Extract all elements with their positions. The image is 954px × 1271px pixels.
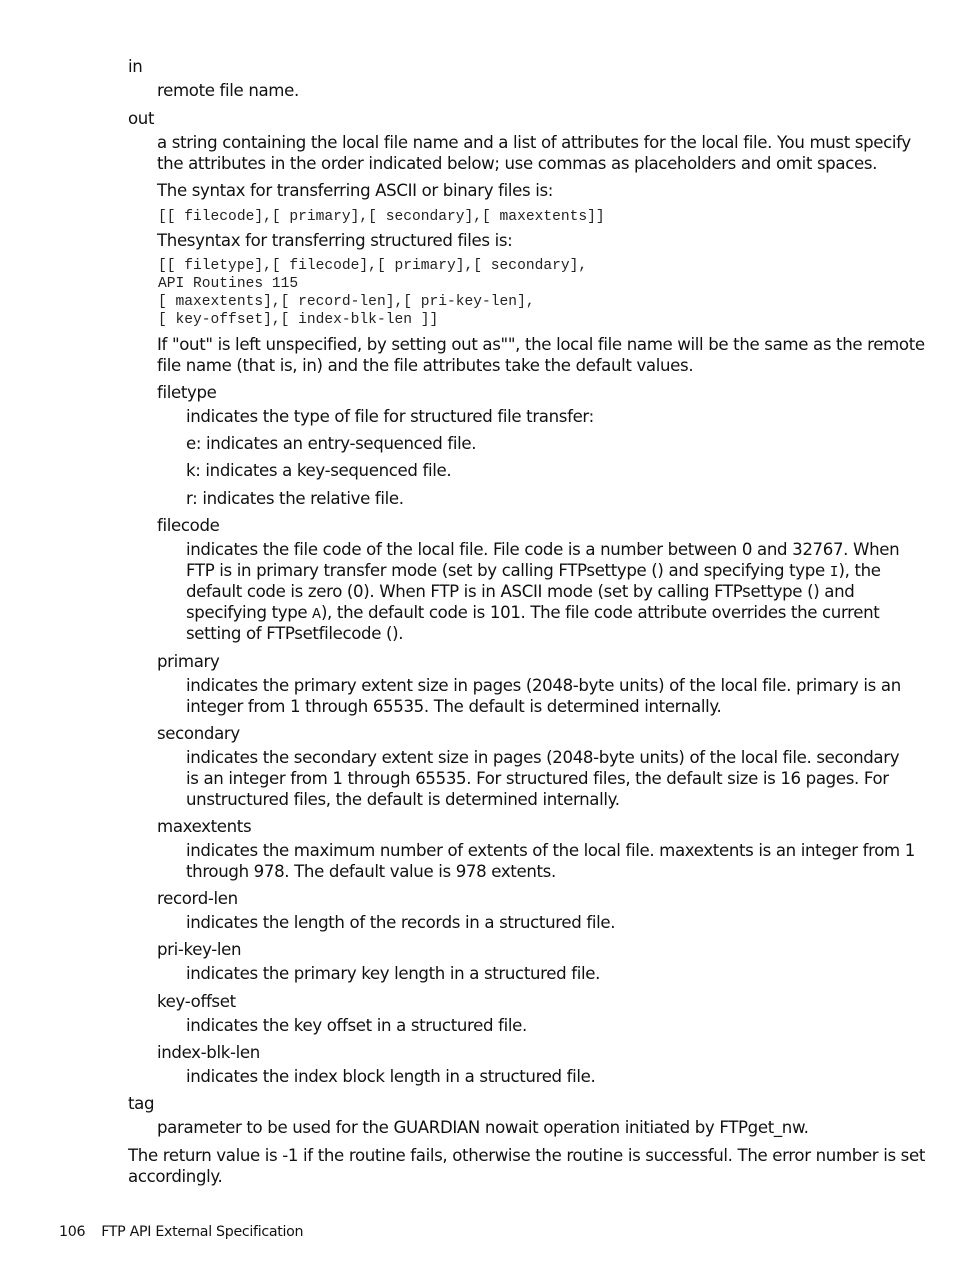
desc-secondary-line-1: indicates the secondary extent size in pages (2048-byte units) of the local file. secondary xyxy=(186,748,900,767)
desc-out-line-1: a string containing the local file name and a list of attributes for the local file. You must specify xyxy=(157,133,911,152)
desc-maxextents-line-2: through 978. The default value is 978 extents. xyxy=(186,862,556,881)
page-footer xyxy=(59,1223,303,1241)
term-primary: primary xyxy=(157,652,220,671)
filetype-option-r: r: indicates the relative file. xyxy=(186,489,404,508)
term-maxextents: maxextents xyxy=(157,817,252,836)
term-record-len: record-len xyxy=(157,889,238,908)
term-secondary: secondary xyxy=(157,724,240,743)
filecode-line-4-text-a: specifying type xyxy=(186,603,313,622)
unspecified-line-2: file name (that is, in) and the file attributes take the default values. xyxy=(157,356,694,375)
term-filecode: filecode xyxy=(157,516,220,535)
desc-secondary-line-2: is an integer from 1 through 65535. For structured files, the default size is 16 pages. For xyxy=(186,769,889,788)
desc-record-len: indicates the length of the records in a structured file. xyxy=(186,913,616,932)
desc-pri-key-len: indicates the primary key length in a structured file. xyxy=(186,964,601,983)
term-pri-key-len: pri-key-len xyxy=(157,940,242,959)
desc-filecode-line-3: default code is zero (0). When FTP is in ASCII mode (set by calling FTPsettype () and xyxy=(186,582,855,601)
term-tag: tag xyxy=(128,1094,155,1113)
filetype-option-k: k: indicates a key-sequenced file. xyxy=(186,461,452,480)
desc-filetype: indicates the type of file for structured file transfer: xyxy=(186,407,594,426)
term-out: out xyxy=(128,109,155,128)
desc-tag: parameter to be used for the GUARDIAN nowait operation initiated by FTPget_nw. xyxy=(157,1118,809,1137)
filecode-line-2-text-b: ), the xyxy=(838,561,881,580)
syntax-struct-code-line-2: API Routines 115 xyxy=(158,276,299,292)
syntax-struct-label: Thesyntax for transferring structured files is: xyxy=(157,231,513,250)
term-index-blk-len: index-blk-len xyxy=(157,1043,260,1062)
return-value-line-2: accordingly. xyxy=(128,1167,223,1186)
term-in: in xyxy=(128,57,143,76)
syntax-struct-code-line-3: [ maxextents],[ record-len],[ pri-key-len], xyxy=(158,294,535,310)
syntax-ascii-label: The syntax for transferring ASCII or binary files is: xyxy=(157,181,553,200)
term-filetype: filetype xyxy=(157,383,217,402)
desc-index-blk-len: indicates the index block length in a structured file. xyxy=(186,1067,596,1086)
filecode-type-a-code: A xyxy=(312,607,321,623)
unspecified-line-1: If "out" is left unspecified, by setting out as"", the local file name will be the same as the remote xyxy=(157,335,925,354)
desc-maxextents-line-1: indicates the maximum number of extents of the local file. maxextents is an integer from 1 xyxy=(186,841,915,860)
syntax-struct-code-line-1: [[ filetype],[ filecode],[ primary],[ secondary], xyxy=(158,258,588,274)
desc-primary-line-1: indicates the primary extent size in pages (2048-byte units) of the local file. primary is an xyxy=(186,676,901,695)
filetype-option-e: e: indicates an entry-sequenced file. xyxy=(186,434,477,453)
filecode-line-4-text-b: ), the default code is 101. The file code attribute overrides the current xyxy=(320,603,880,622)
term-key-offset: key-offset xyxy=(157,992,236,1011)
desc-filecode-line-1: indicates the file code of the local file. File code is a number between 0 and 32767. When xyxy=(186,540,900,559)
footer-title: FTP API External Specification xyxy=(101,1224,304,1240)
desc-key-offset: indicates the key offset in a structured file. xyxy=(186,1016,527,1035)
page-number: 106 xyxy=(59,1224,86,1240)
desc-in: remote file name. xyxy=(157,81,299,100)
desc-primary-line-2: integer from 1 through 65535. The default is determined internally. xyxy=(186,697,722,716)
desc-filecode-line-5: setting of FTPsetfilecode (). xyxy=(186,624,404,643)
syntax-struct-code-line-4: [ key-offset],[ index-blk-len ]] xyxy=(158,312,439,328)
desc-out-line-2: the attributes in the order indicated below; use commas as placeholders and omit spaces. xyxy=(157,154,878,173)
return-value-line-1: The return value is -1 if the routine fails, otherwise the routine is successful. The error number is set xyxy=(128,1146,925,1165)
filecode-type-i-code: I xyxy=(829,565,839,581)
filecode-line-2-text-a: FTP is in primary transfer mode (set by calling FTPsettype () and specifying type xyxy=(186,561,830,580)
desc-secondary-line-3: unstructured files, the default is determined internally. xyxy=(186,790,620,809)
syntax-ascii-code: [[ filecode],[ primary],[ secondary],[ maxextents]] xyxy=(158,209,605,225)
